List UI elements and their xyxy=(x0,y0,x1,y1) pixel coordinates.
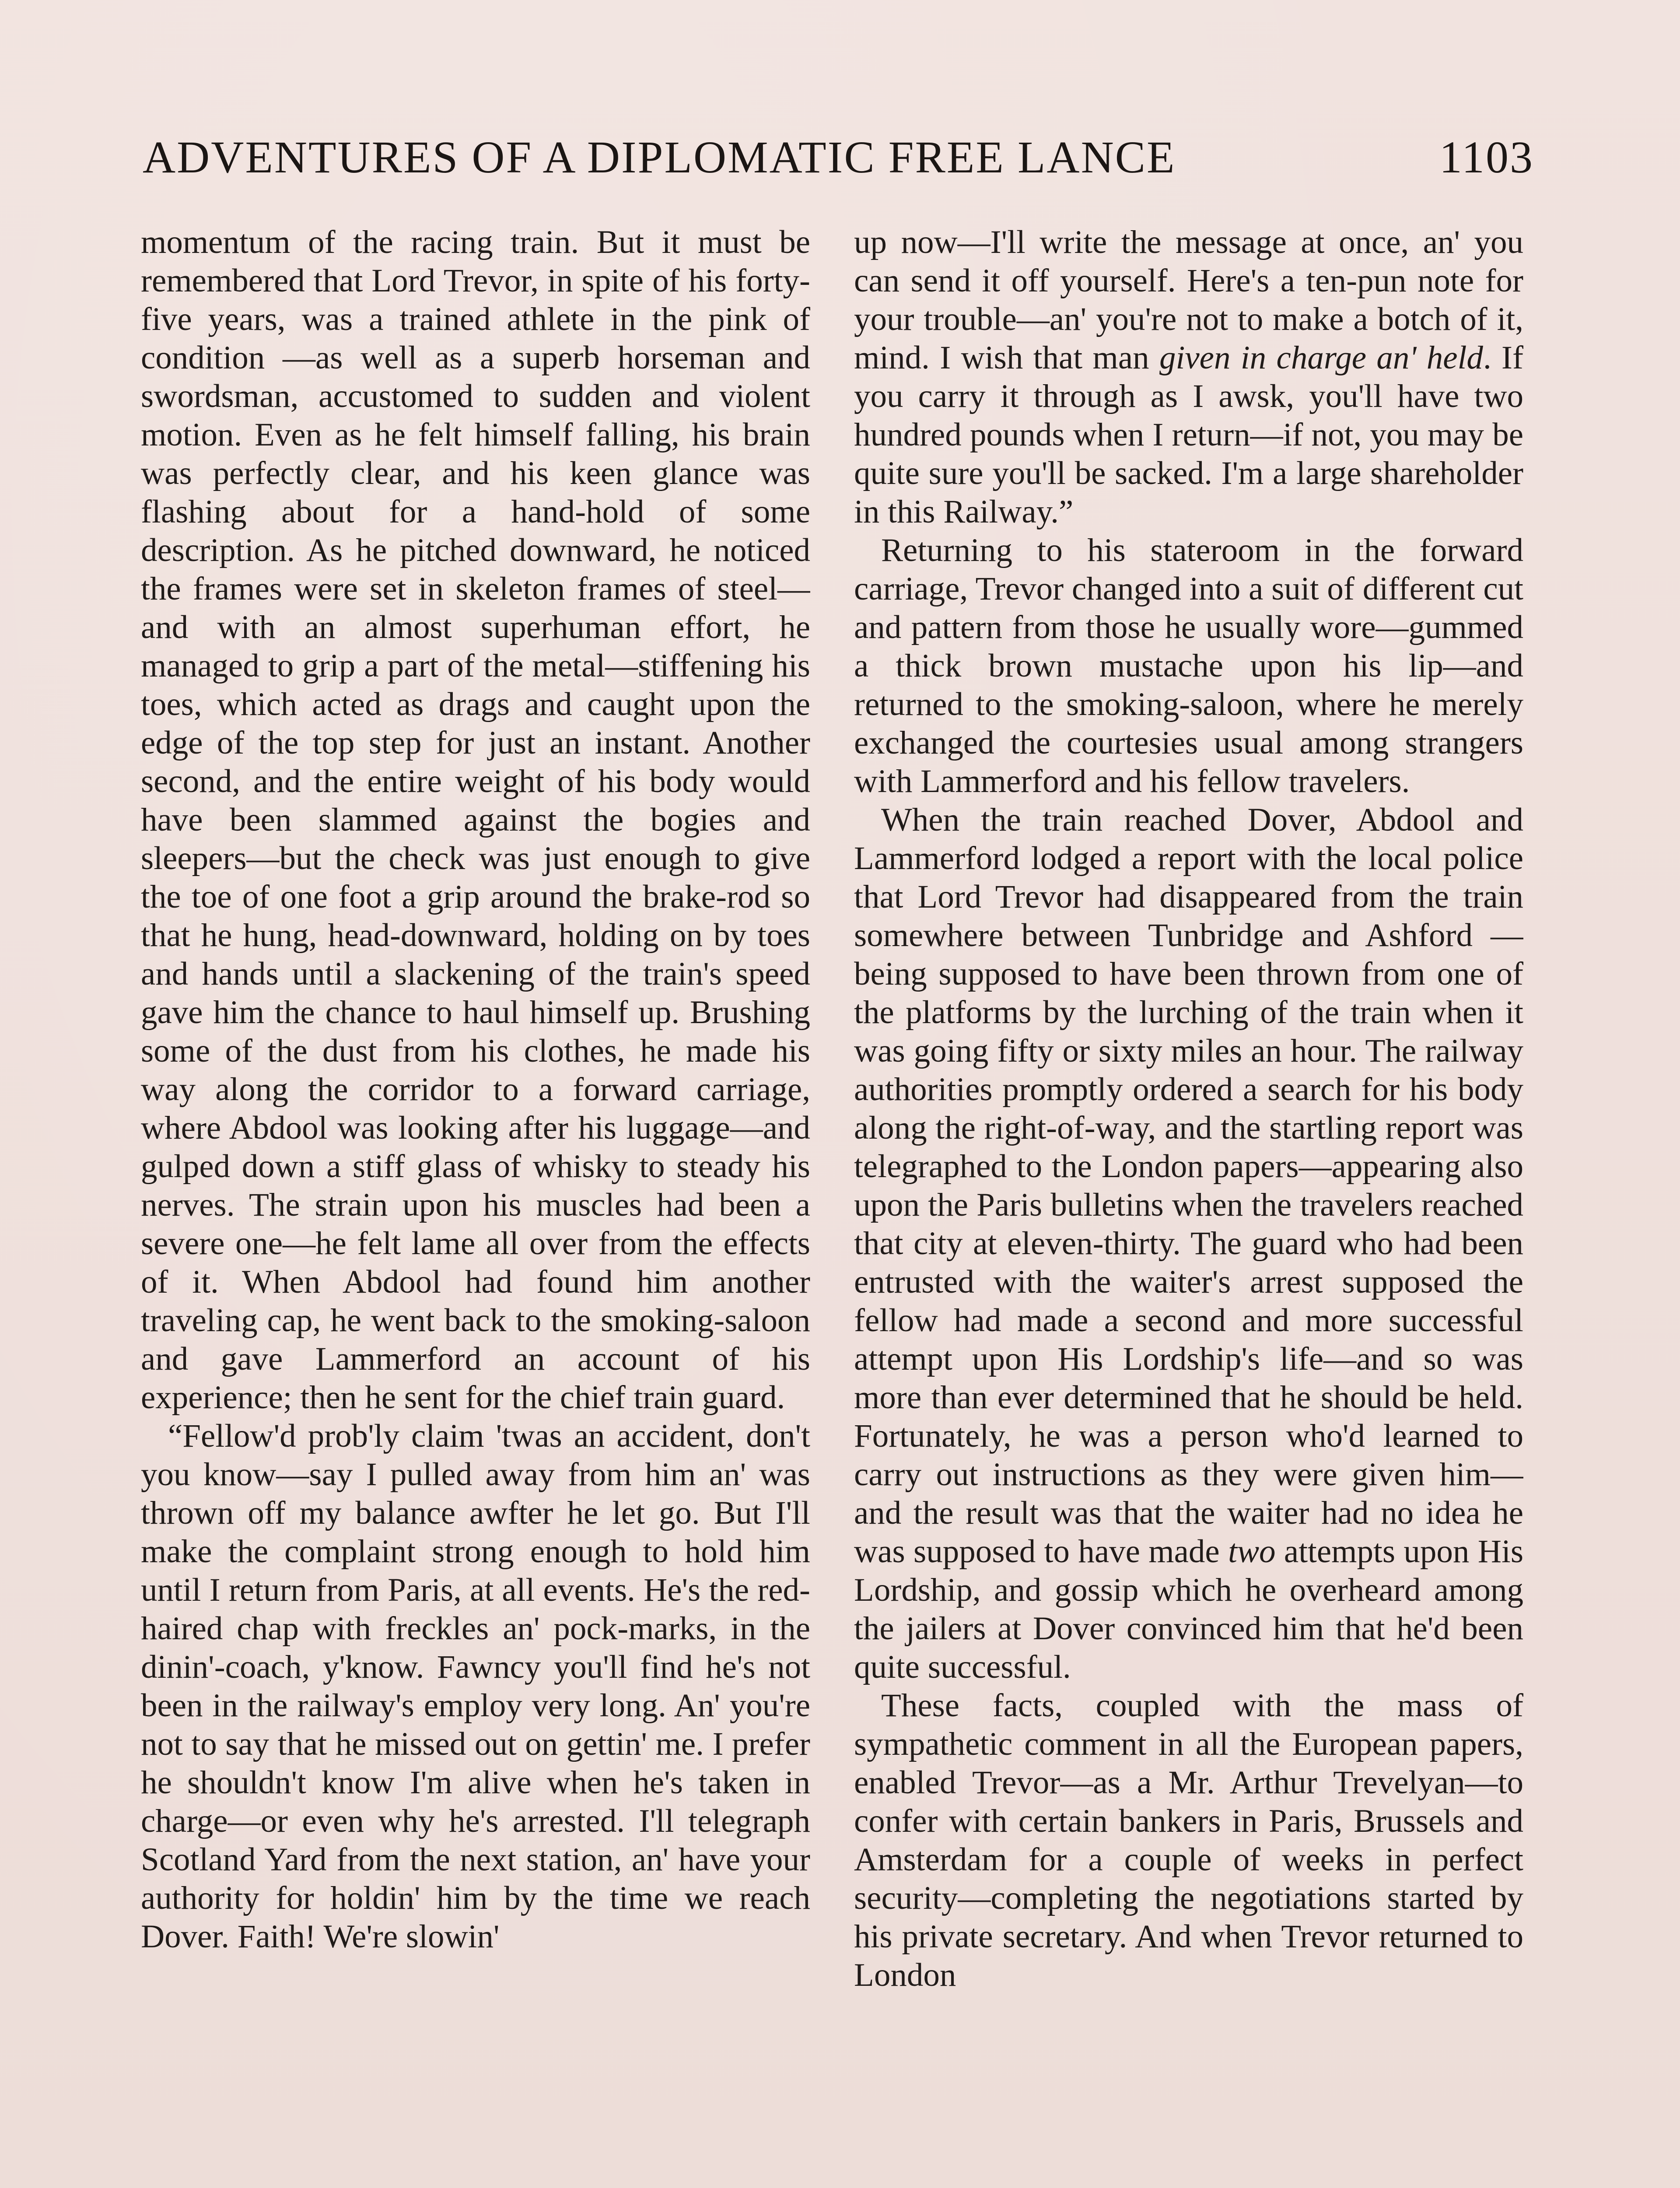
paragraph: momentum of the racing train. But it must be remembered that Lord Trevor, in spite of his forty-five years, was a trained athlete in the pink of condition —as well as a superb horseman and swordsman, accustomed to sudden and violent motion. Even as he felt himself falling, his brain was perfectly clear, and his keen glance was flashing about for a hand-hold of some description. As he pitched downward, he noticed the frames were set in skeleton frames of steel—and with an almost superhuman effort, he managed to grip a part of the metal—stiffening his toes, which acted as drags and caught upon the edge of the top step for just an instant. Another second, and the entire weight of his body would have been slammed against the bogies and sleepers—but the check was just enough to give the toe of one foot a grip around the brake-rod so that he hung, head-downward, holding on by toes and hands until a slackening of the train's speed gave him the chance to haul himself up. Brushing some of the dust from his clothes, he made his way along the corridor to a forward carriage, where Abdool was looking after his luggage—and gulped down a stiff glass of whisky to steady his nerves. The strain upon his muscles had been a severe one—he felt lame all over from the effects of it. When Abdool had found him another traveling cap, he went back to the smoking-saloon and gave Lammerford an account of his experience; then he sent for the chief train guard. xyxy=(141,224,810,1416)
paragraph: Returning to his stateroom in the forward carriage, Trevor changed into a suit of different cut and pattern from those he usually wore—gummed a thick brown mustache upon his lip—and returned to the smoking-saloon, where he merely exchanged the courtesies usual among strangers with Lammerford and his fellow travelers. xyxy=(854,532,1523,799)
right-column xyxy=(854,223,1523,2188)
running-title: ADVENTURES OF A DIPLOMATIC FREE LANCE xyxy=(143,132,1176,182)
paragraph-text: up now—I'll write the message at once, an' you can send it off yourself. Here's a ten-pun note for your trouble—an' you're not to make a botch of it, mind. I wish that man xyxy=(854,224,1523,376)
paragraph-text: When the train reached Dover, Abdool and Lammerford lodged a report with the local police that Lord Trevor had disappeared from the train somewhere between Tunbridge and Ashford —being supposed to have been thrown from one of the platforms by the lurching of the train when it was going fifty or sixty miles an hour. The railway authorities promptly ordered a search for his body along the right-of-way, and the startling report was telegraphed to the London papers—appearing also upon the Paris bulletins when the travelers reached that city at eleven-thirty. The guard who had been entrusted with the waiter's arrest supposed the fellow had made a second and more successful attempt upon His Lordship's life—and so was more than ever determined that he should be held. Fortunately, he was a person who'd learned to carry out instructions as they were given him—and the result was that the waiter had no idea he was supposed to have made xyxy=(854,802,1523,1570)
paragraph xyxy=(854,801,1523,1687)
running-header xyxy=(143,131,1534,197)
paragraph: These facts, coupled with the mass of sympathetic comment in all the European papers, enabled Trevor—as a Mr. Arthur Trevelyan—to confer with certain bankers in Paris, Brussels and Amsterdam for a couple of weeks in perfect security—completing the negotiations started by his private secretary. And when Trevor returned to London xyxy=(854,1687,1523,1993)
paragraph-text: . If you carry it through as I awsk, you'll have two hundred pounds when I return—if not, you may be quite sure you'll be sacked. I'm a large shareholder in this Railway.” xyxy=(854,340,1523,530)
italic-word: two xyxy=(1228,1533,1276,1570)
italic-phrase: given in charge an' held xyxy=(1159,340,1483,376)
paragraph xyxy=(854,223,1523,531)
left-column xyxy=(141,223,810,2188)
paragraph-text: attempts upon His Lordship, and gossip which he overheard among the jailers at Dover convinced him that he'd been quite successful. xyxy=(854,1533,1523,1685)
page-number: 1103 xyxy=(1439,132,1534,182)
paragraph: “Fellow'd prob'ly claim 'twas an accident, don't you know—say I pulled away from him an' was thrown off my balance awfter he let go. But I'll make the complaint strong enough to hold him until I return from Paris, at all events. He's the red-haired chap with freckles an' pock-marks, in the dinin'-coach, y'know. Fawncy you'll find he's not been in the railway's employ very long. An' you're not to say that he missed out on gettin' me. I prefer he shouldn't know I'm alive when he's taken in charge—or even why he's arrested. I'll telegraph Scotland Yard from the next station, an' have your authority for holdin' him by the time we reach Dover. Faith! We're slowin' xyxy=(141,1418,810,1955)
